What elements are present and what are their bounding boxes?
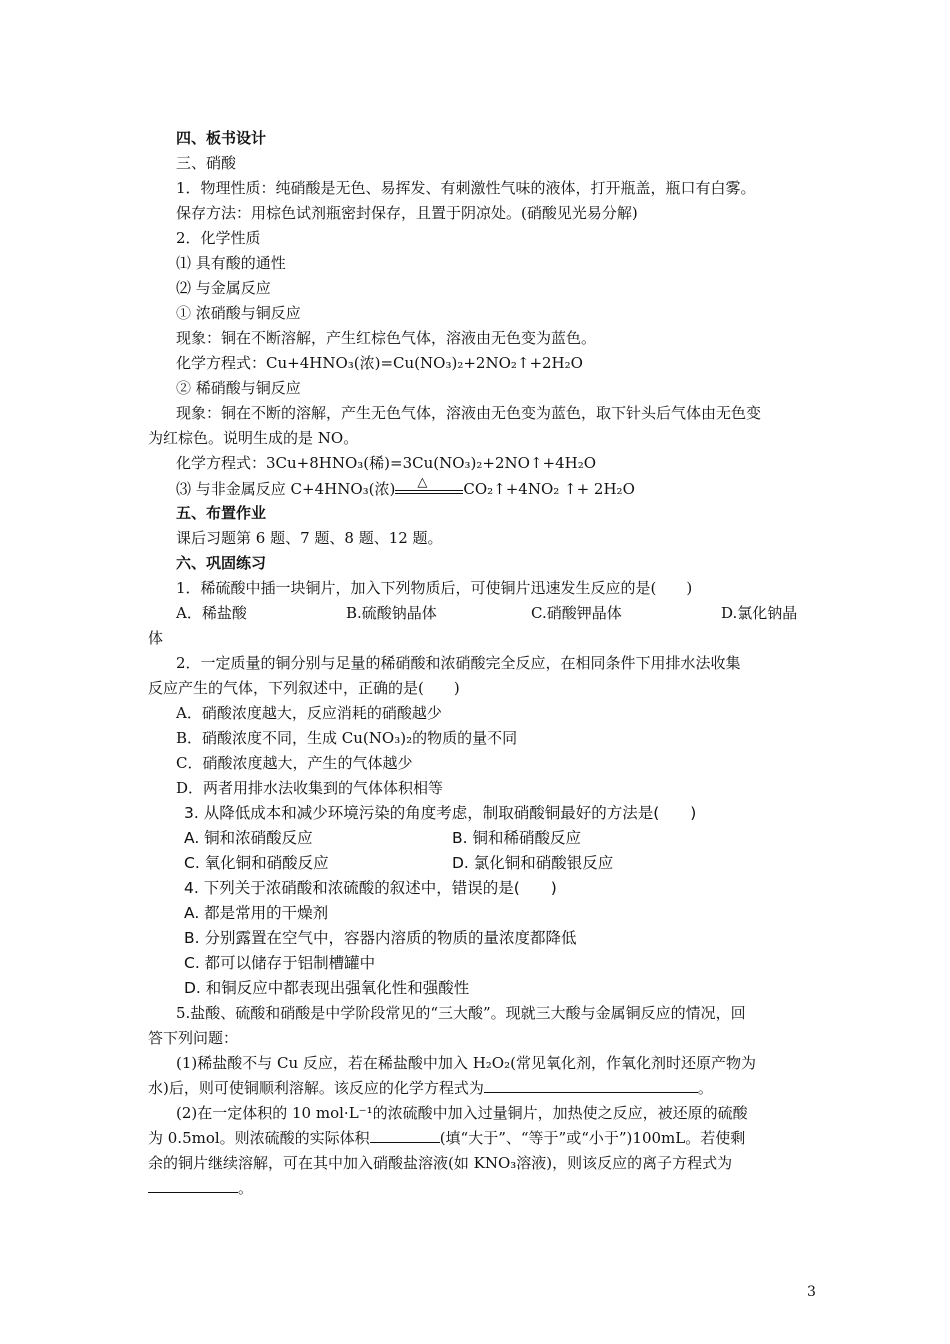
question-3: 3. 从降低成本和减少环境污染的角度考虑，制取硝酸铜最好的方法是( ): [184, 804, 697, 822]
text-span: 为 0.5mol。则浓硫酸的实际体积: [148, 1129, 370, 1147]
option-b: B.硫酸钠晶体: [346, 604, 437, 622]
option-c: C. 都可以储存于铝制槽罐中: [184, 954, 376, 972]
text-line: 现象：铜在不断溶解，产生红棕色气体，溶液由无色变为蓝色。: [176, 329, 597, 347]
text-line: ② 稀硝酸与铜反应: [176, 379, 301, 397]
equation-line: 化学方程式：Cu+4HNO₃(浓)=Cu(NO₃)₂+2NO₂↑+2H₂O: [176, 354, 583, 372]
answer-blank[interactable]: [370, 1128, 440, 1143]
question-5-part-2-line4: [148, 1178, 788, 1198]
question-1: 1．稀硫酸中插一块铜片，加入下列物质后，可使铜片迅速发生反应的是( ): [176, 579, 693, 597]
text-line: 1．物理性质：纯硝酸是无色、易挥发、有刺激性气味的液体，打开瓶盖，瓶口有白雾。: [176, 179, 756, 197]
section-heading-practice: 六、巩固练习: [176, 554, 267, 572]
option-a: A. 铜和浓硝酸反应: [184, 829, 313, 847]
heat-condition-arrow: [395, 475, 463, 499]
section-heading-board-design: 四、板书设计: [176, 129, 267, 147]
text-line: ⑵ 与金属反应: [176, 279, 271, 297]
text-line: ① 浓硝酸与铜反应: [176, 304, 301, 322]
text-line: 为红棕色。说明生成的是 NO。: [148, 429, 359, 447]
text-line: 2．化学性质: [176, 229, 261, 247]
option-d: D. 氯化铜和硝酸银反应: [452, 854, 614, 872]
text-line: 现象：铜在不断的溶解，产生无色气体，溶液由无色变为蓝色，取下针头后气体由无色变: [176, 404, 762, 422]
question-5-part-2-continued: [148, 1128, 788, 1148]
question-2-continued: 反应产生的气体，下列叙述中，正确的是( ): [148, 679, 460, 697]
equation-right: CO₂↑+4NO₂ ↑+ 2H₂O: [463, 480, 635, 498]
option-c: C.硝酸钾晶体: [531, 604, 622, 622]
question-2: 2．一定质量的铜分别与足量的稀硝酸和浓硝酸完全反应，在相同条件下用排水法收集: [176, 654, 741, 672]
question-5-part-2-line3: 余的铜片继续溶解，可在其中加入硝酸盐溶液(如 KNO₃溶液)，则该反应的离子方程式为: [148, 1154, 733, 1172]
equation-left: ⑶ 与非金属反应 C+4HNO₃(浓): [176, 480, 396, 498]
subheading-nitric-acid: 三、硝酸: [176, 154, 237, 172]
equation-line: 化学方程式：3Cu+8HNO₃(稀)=3Cu(NO₃)₂+2NO↑+4H₂O: [176, 454, 597, 472]
delta-icon: △: [417, 475, 428, 490]
option-a: A．稀盐酸: [176, 604, 247, 622]
option-c: C．硝酸浓度越大，产生的气体越少: [176, 754, 413, 772]
text-span: 水)后，则可使铜顺利溶解。该反应的化学方程式为: [148, 1079, 484, 1097]
text-span: (填“大于”、“等于”或“小于”)100mL。若使剩: [439, 1129, 746, 1147]
question-5-part-1: (1)稀盐酸不与 Cu 反应，若在稀盐酸中加入 H₂O₂(常见氧化剂，作氧化剂时还原产物为: [176, 1054, 756, 1072]
question-5-part-2: (2)在一定体积的 10 mol·L⁻¹的浓硫酸中加入过量铜片，加热使之反应，被还原的硫酸: [176, 1104, 748, 1122]
option-d: D. 和铜反应中都表现出强氧化性和强酸性: [184, 979, 470, 997]
answer-blank[interactable]: [148, 1178, 238, 1193]
option-b: B. 铜和稀硝酸反应: [452, 829, 581, 847]
text-line: 课后习题第 6 题、7 题、8 题、12 题。: [176, 529, 443, 547]
equation-line-heat: [176, 475, 816, 499]
option-b: B. 分别露置在空气中，容器内溶质的物质的量浓度都降低: [184, 929, 577, 947]
question-5-part-1-continued: [148, 1078, 788, 1098]
option-c: C. 氧化铜和硝酸反应: [184, 854, 329, 872]
section-heading-homework: 五、布置作业: [176, 504, 267, 522]
text-line: 保存方法：用棕色试剂瓶密封保存，且置于阴凉处。(硝酸见光易分解): [176, 204, 638, 222]
question-5: 5.盐酸、硫酸和硝酸是中学阶段常见的“三大酸”。现就三大酸与金属铜反应的情况，回: [176, 1004, 746, 1022]
option-d: D．两者用排水法收集到的气体体积相等: [176, 779, 444, 797]
text-line: ⑴ 具有酸的通性: [176, 254, 286, 272]
answer-blank[interactable]: [484, 1078, 698, 1093]
option-b: B．硝酸浓度不同，生成 Cu(NO₃)₂的物质的量不同: [176, 729, 518, 747]
question-4: 4. 下列关于浓硝酸和浓硫酸的叙述中，错误的是( ): [184, 879, 557, 897]
page-number: 3: [807, 1284, 816, 1300]
option-a: A. 都是常用的干燥剂: [184, 904, 329, 922]
question-5-continued: 答下列问题：: [148, 1029, 239, 1047]
option-d-continued: 体: [148, 629, 164, 647]
text-span: 。: [238, 1179, 254, 1197]
text-span: 。: [697, 1079, 713, 1097]
option-a: A．硝酸浓度越大，反应消耗的硝酸越少: [176, 704, 442, 722]
option-d: D.氯化钠晶: [721, 604, 798, 622]
